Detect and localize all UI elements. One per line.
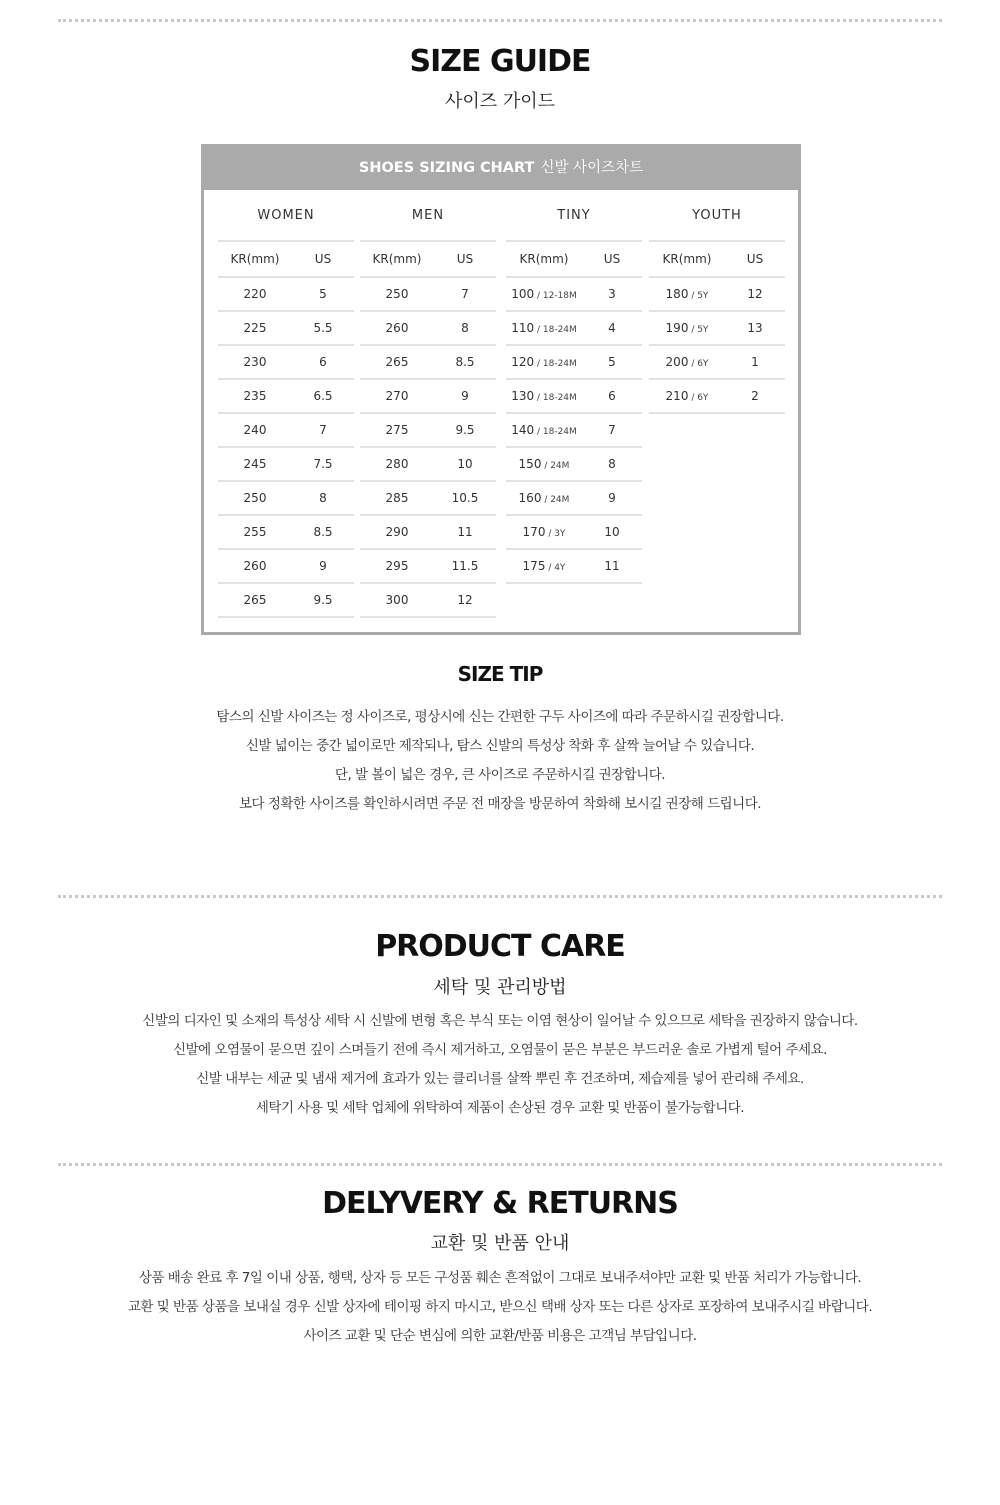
size-group-title: TINY xyxy=(557,208,591,223)
size-us-cell: 13 xyxy=(747,321,763,335)
column-header-kr: KR(mm) xyxy=(230,252,280,266)
product-care-title: PRODUCT CARE xyxy=(375,929,625,964)
size-row xyxy=(506,378,642,412)
size-group-youth xyxy=(649,190,785,414)
size-us-cell: 7 xyxy=(608,423,616,437)
column-header-us: US xyxy=(603,252,621,266)
size-group-women xyxy=(218,190,354,618)
chart-title-en: SHOES SIZING CHART xyxy=(358,160,535,176)
size-age-label: / 5Y xyxy=(688,325,709,335)
size-us-cell: 7 xyxy=(461,287,469,301)
size-kr-cell xyxy=(218,491,292,505)
size-kr-cell xyxy=(218,593,292,607)
size-row xyxy=(218,582,354,618)
size-kr-cell xyxy=(218,559,292,573)
column-header-kr: KR(mm) xyxy=(662,252,712,266)
size-kr-value: 260 xyxy=(243,559,267,573)
size-row xyxy=(506,310,642,344)
size-row xyxy=(649,344,785,378)
size-age-label: / 24M xyxy=(541,495,570,505)
size-kr-cell xyxy=(360,389,434,403)
size-kr-cell xyxy=(649,355,725,369)
column-header-kr: KR(mm) xyxy=(519,252,569,266)
size-us-cell: 12 xyxy=(747,287,763,301)
size-kr-cell xyxy=(649,287,725,301)
size-row xyxy=(360,514,496,548)
size-row xyxy=(506,276,642,310)
size-kr-value: 295 xyxy=(385,559,409,573)
size-column-header xyxy=(506,240,642,276)
size-us-cell: 12 xyxy=(457,593,473,607)
size-row xyxy=(506,514,642,548)
size-kr-value: 230 xyxy=(243,355,267,369)
size-us-cell: 6 xyxy=(608,389,616,403)
size-row xyxy=(218,548,354,582)
delivery-line: 교환 및 반품 상품을 보내실 경우 신발 상자에 테이핑 하지 마시고, 받으신 택배 상자 또는 다른 상자로 포장하여 보내주시길 바랍니다. xyxy=(127,1299,873,1315)
size-guide-subtitle: 사이즈 가이드 xyxy=(444,91,556,112)
size-us-cell: 9 xyxy=(319,559,327,573)
size-kr-value: 220 xyxy=(243,287,267,301)
size-row xyxy=(360,310,496,344)
size-us-cell: 1 xyxy=(751,355,759,369)
chart-header xyxy=(201,144,801,190)
size-kr-value: 255 xyxy=(243,525,267,539)
size-us-cell: 11 xyxy=(457,525,473,539)
size-kr-value: 190 xyxy=(665,321,689,335)
size-kr-value: 275 xyxy=(385,423,409,437)
delivery-title: DELYVERY & RETURNS xyxy=(322,1186,678,1221)
delivery-line: 사이즈 교환 및 단순 변심에 의한 교환/반품 비용은 고객님 부담입니다. xyxy=(303,1328,697,1344)
size-kr-cell xyxy=(506,457,582,471)
size-us-cell: 8 xyxy=(461,321,469,335)
size-kr-cell xyxy=(360,287,434,301)
size-kr-value: 120 xyxy=(511,355,535,369)
size-kr-cell xyxy=(649,321,725,335)
size-age-label: / 18-24M xyxy=(534,427,577,437)
size-row xyxy=(649,310,785,344)
size-kr-value: 265 xyxy=(243,593,267,607)
size-kr-value: 250 xyxy=(385,287,409,301)
size-us-cell: 8.5 xyxy=(313,525,333,539)
size-row xyxy=(506,344,642,378)
size-kr-cell xyxy=(360,457,434,471)
size-row xyxy=(360,446,496,480)
size-kr-cell xyxy=(506,321,582,335)
size-us-cell: 4 xyxy=(608,321,616,335)
size-kr-value: 225 xyxy=(243,321,267,335)
size-row xyxy=(218,344,354,378)
size-group-title: YOUTH xyxy=(692,208,742,223)
size-us-cell: 10 xyxy=(457,457,473,471)
size-row xyxy=(218,276,354,310)
size-kr-value: 300 xyxy=(385,593,409,607)
size-kr-value: 130 xyxy=(511,389,535,403)
size-kr-value: 240 xyxy=(243,423,267,437)
column-header-kr: KR(mm) xyxy=(372,252,422,266)
size-row xyxy=(360,276,496,310)
size-us-cell: 6 xyxy=(319,355,327,369)
size-tip-title: SIZE TIP xyxy=(457,662,543,686)
size-kr-cell xyxy=(218,457,292,471)
size-kr-value: 250 xyxy=(243,491,267,505)
size-kr-value: 270 xyxy=(385,389,409,403)
size-kr-value: 150 xyxy=(518,457,542,471)
size-kr-cell xyxy=(506,389,582,403)
product-care-line: 신발 내부는 세균 및 냄새 제거에 효과가 있는 클리너를 살짝 뿌린 후 건조하며, 제습제를 넣어 관리해 주세요. xyxy=(196,1071,804,1087)
size-kr-value: 160 xyxy=(518,491,542,505)
size-kr-cell xyxy=(506,287,582,301)
size-row xyxy=(218,480,354,514)
size-column-header xyxy=(218,240,354,276)
size-kr-value: 285 xyxy=(385,491,409,505)
delivery-subtitle: 교환 및 반품 안내 xyxy=(430,1233,570,1254)
size-row xyxy=(218,378,354,412)
size-kr-cell xyxy=(360,559,434,573)
product-care-line: 신발의 디자인 및 소재의 특성상 세탁 시 신발에 변형 혹은 부식 또는 이염 현상이 일어날 수 있으므로 세탁을 권장하지 않습니다. xyxy=(142,1013,858,1029)
size-us-cell: 9.5 xyxy=(455,423,475,437)
size-row xyxy=(360,548,496,582)
size-kr-cell xyxy=(506,525,582,539)
size-row xyxy=(218,412,354,446)
size-kr-value: 170 xyxy=(522,525,546,539)
divider-care xyxy=(58,895,942,898)
size-guide-title: SIZE GUIDE xyxy=(409,44,591,79)
size-kr-cell xyxy=(218,355,292,369)
column-header-us: US xyxy=(746,252,764,266)
size-age-label: / 12-18M xyxy=(534,291,577,301)
divider-delivery xyxy=(58,1163,942,1166)
size-kr-value: 140 xyxy=(511,423,535,437)
product-care-line: 신발에 오염물이 묻으면 깊이 스며들기 전에 즉시 제거하고, 오염물이 묻은 부분은 부드러운 솔로 가볍게 털어 주세요. xyxy=(173,1042,827,1058)
size-age-label: / 3Y xyxy=(545,529,566,539)
size-row xyxy=(649,378,785,414)
size-kr-cell xyxy=(360,593,434,607)
size-row xyxy=(360,480,496,514)
size-column-header xyxy=(649,240,785,276)
size-kr-value: 210 xyxy=(665,389,689,403)
size-row xyxy=(360,582,496,618)
size-kr-value: 200 xyxy=(665,355,689,369)
size-kr-cell xyxy=(360,525,434,539)
size-age-label: / 18-24M xyxy=(534,359,577,369)
size-kr-cell xyxy=(506,559,582,573)
size-row xyxy=(218,310,354,344)
size-tip-line: 단, 발 볼이 넓은 경우, 큰 사이즈로 주문하시길 권장합니다. xyxy=(334,767,666,783)
size-kr-cell xyxy=(360,355,434,369)
column-header-us: US xyxy=(314,252,332,266)
size-row xyxy=(360,344,496,378)
size-us-cell: 8 xyxy=(608,457,616,471)
product-care-text xyxy=(0,1007,1000,1123)
divider-top xyxy=(58,19,942,22)
size-us-cell: 5 xyxy=(608,355,616,369)
size-tip-line: 신발 넓이는 중간 넓이로만 제작되나, 탐스 신발의 특성상 착화 후 살짝 늘어날 수 있습니다. xyxy=(245,738,755,754)
size-column-header xyxy=(360,240,496,276)
size-kr-value: 260 xyxy=(385,321,409,335)
size-kr-cell xyxy=(506,423,582,437)
size-tip-line: 탐스의 신발 사이즈는 정 사이즈로, 평상시에 신는 간편한 구두 사이즈에 따라 주문하시길 권장합니다. xyxy=(216,709,784,725)
size-us-cell: 9.5 xyxy=(313,593,333,607)
size-kr-value: 280 xyxy=(385,457,409,471)
size-us-cell: 6.5 xyxy=(313,389,333,403)
size-us-cell: 10 xyxy=(604,525,620,539)
size-kr-cell xyxy=(218,525,292,539)
size-kr-value: 290 xyxy=(385,525,409,539)
size-row xyxy=(218,514,354,548)
size-us-cell: 7 xyxy=(319,423,327,437)
size-kr-value: 265 xyxy=(385,355,409,369)
size-kr-cell xyxy=(360,423,434,437)
delivery-line: 상품 배송 완료 후 7일 이내 상품, 행택, 상자 등 모든 구성품 훼손 흔적없이 그대로 보내주셔야만 교환 및 반품 처리가 가능합니다. xyxy=(138,1270,862,1286)
size-row xyxy=(506,446,642,480)
size-us-cell: 5 xyxy=(319,287,327,301)
size-kr-cell xyxy=(218,389,292,403)
size-tip-text xyxy=(0,703,1000,819)
size-age-label: / 18-24M xyxy=(534,325,577,335)
size-kr-cell xyxy=(360,491,434,505)
size-age-label: / 6Y xyxy=(688,393,709,403)
size-group-men xyxy=(360,190,496,618)
size-row xyxy=(506,548,642,584)
size-kr-cell xyxy=(506,491,582,505)
size-row xyxy=(218,446,354,480)
size-us-cell: 11 xyxy=(604,559,620,573)
size-us-cell: 11.5 xyxy=(451,559,479,573)
size-us-cell: 8 xyxy=(319,491,327,505)
size-kr-cell xyxy=(506,355,582,369)
size-us-cell: 9 xyxy=(461,389,469,403)
size-kr-cell xyxy=(218,321,292,335)
size-kr-cell xyxy=(218,287,292,301)
size-kr-cell xyxy=(218,423,292,437)
size-row xyxy=(506,412,642,446)
size-row xyxy=(360,378,496,412)
size-us-cell: 10.5 xyxy=(451,491,479,505)
chart-title-ko: 신발 사이즈차트 xyxy=(540,160,644,176)
size-kr-cell xyxy=(360,321,434,335)
size-us-cell: 5.5 xyxy=(313,321,333,335)
size-us-cell: 7.5 xyxy=(313,457,333,471)
size-kr-value: 235 xyxy=(243,389,267,403)
size-kr-value: 180 xyxy=(665,287,689,301)
size-kr-value: 175 xyxy=(522,559,546,573)
size-group-title: WOMEN xyxy=(257,208,315,223)
size-age-label: / 4Y xyxy=(545,563,566,573)
delivery-text xyxy=(0,1264,1000,1351)
shoes-sizing-chart xyxy=(201,144,801,635)
size-kr-value: 110 xyxy=(511,321,535,335)
size-group-title: MEN xyxy=(411,208,445,223)
size-us-cell: 3 xyxy=(608,287,616,301)
size-age-label: / 18-24M xyxy=(534,393,577,403)
size-us-cell: 9 xyxy=(608,491,616,505)
size-kr-value: 245 xyxy=(243,457,267,471)
size-age-label: / 24M xyxy=(541,461,570,471)
size-age-label: / 6Y xyxy=(688,359,709,369)
size-group-tiny xyxy=(506,190,642,584)
size-row xyxy=(506,480,642,514)
size-row xyxy=(649,276,785,310)
product-care-subtitle: 세탁 및 관리방법 xyxy=(433,977,567,998)
size-us-cell: 8.5 xyxy=(455,355,475,369)
size-age-label: / 5Y xyxy=(688,291,709,301)
column-header-us: US xyxy=(456,252,474,266)
size-kr-value: 100 xyxy=(511,287,535,301)
product-care-line: 세탁기 사용 및 세탁 업체에 위탁하여 제품이 손상된 경우 교환 및 반품이 불가능합니다. xyxy=(255,1100,745,1116)
size-us-cell: 2 xyxy=(751,389,759,403)
size-kr-cell xyxy=(649,389,725,403)
size-tip-line: 보다 정확한 사이즈를 확인하시려면 주문 전 매장을 방문하여 착화해 보시길 권장해 드립니다. xyxy=(238,796,762,812)
size-row xyxy=(360,412,496,446)
